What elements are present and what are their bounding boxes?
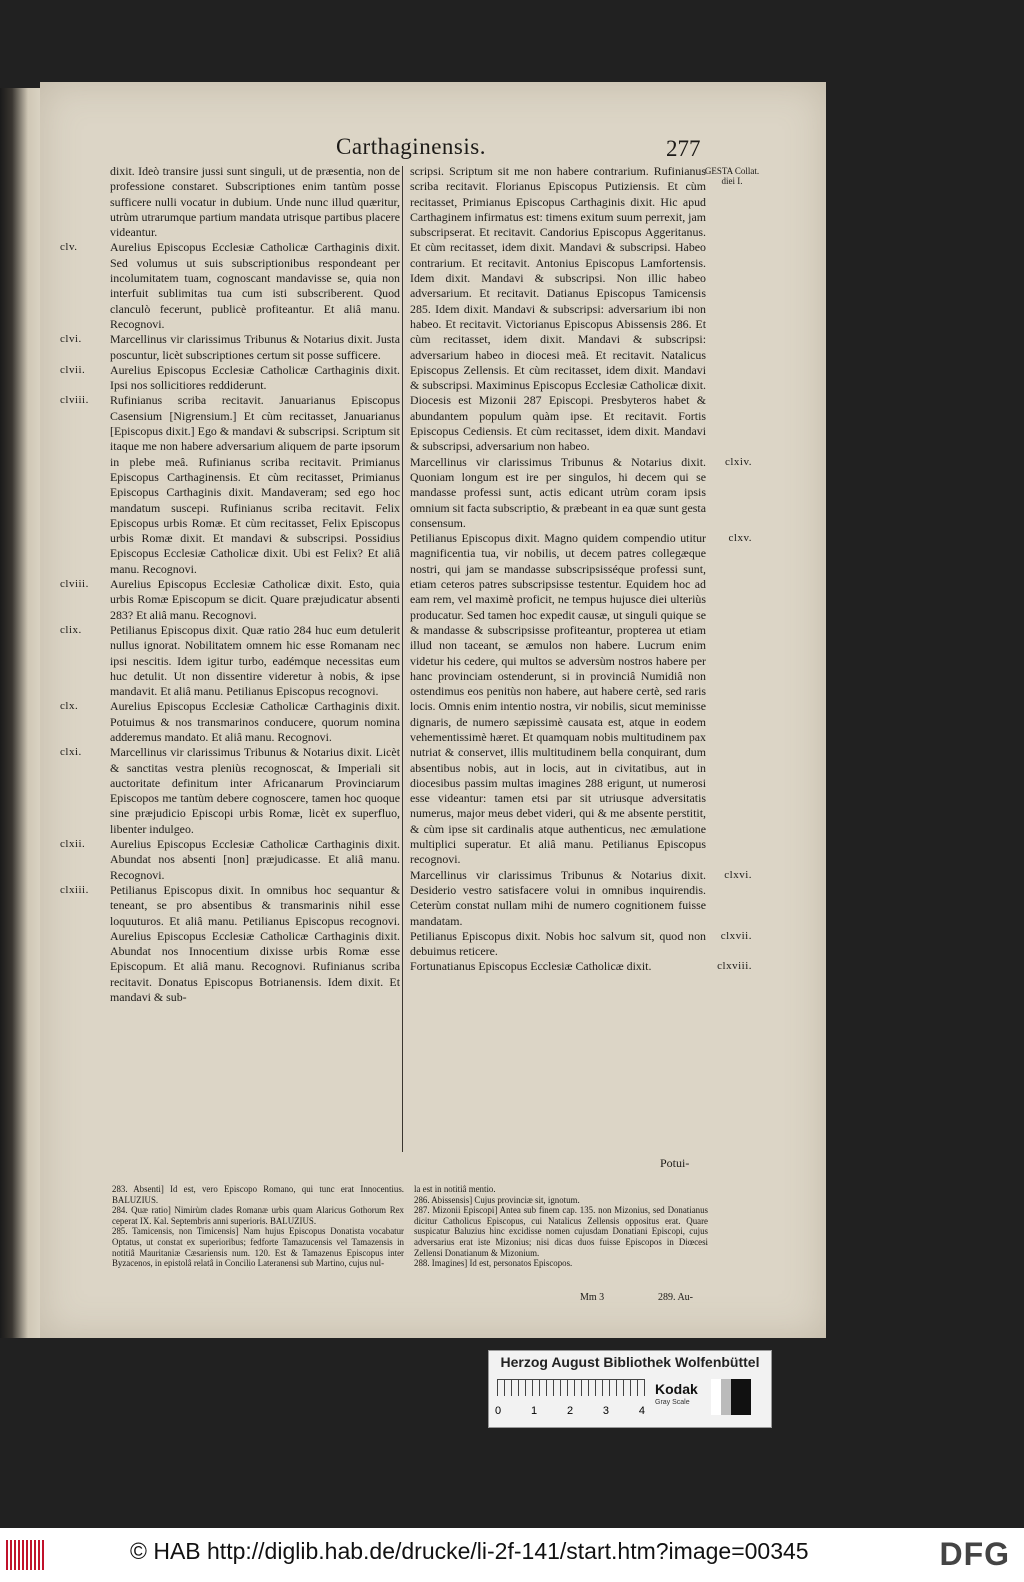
scale-number: 1 [530,1405,538,1417]
paragraph-text: Petilianus Episcopus dixit. In omnibus hoc sequantur & teneant, se pro absentibus & transmarinis nihil esse loquuturos. Et aliâ manu. Petilianus Episcopus recognovi. Aurelius Episcopus Ecclesiæ Catholicæ Carthaginis dixit. Abundat nos Innocentium dixisse urbis Romæ esse Episcopum. Et aliâ manu. Recognovi. Rufinianus scriba recitavit. Donatus Episcopus Botrianensis. Idem dixit. Et mandavi & sub- [110,882,400,1005]
section-number: clviii. [60,394,89,407]
paragraph-text: scripsi. Scriptum sit me non habere contrarium. Rufinianus scriba recitavit. Florianus Episcopus Putiziensis. Et cùm recitasset, Primianus Episcopus Carthaginis dixit. Hic apud Carthaginem infirmatus est: timens exitum suum perrexit, jam subscripserat. Et recitavit. Candorius Episcopus Aggeritanus. Et cùm recitasset, idem dixit. Mandavi & subscripsi. Habeo contrarium. Et recitavit. Antonius Episcopus Lamfortensis. Idem dixit. Mandavi & subscripsi. Non illic habeo adversarium. Et recitavit. Datianus Episcopus Tamicensis 285. Idem dixit. Mandavi & subscripsi: adversarium ibi non habeo. Et recitavit. Victorianus Episcopus Abissensis 286. Et cùm recitasset, idem dixit. Mandavi & subscripsi: adversarium habeo in diocesi meâ. Et recitavit. Natalicus Episcopus Zellensis. Et cùm recitasset, idem dixit. Mandavi & subscripsi. Maximinus Episcopus Ecclesiæ Catholicæ dixit. Diocesis est Mizonii 287 Episcopi. Presbyteros habet & abundantem populum quàm ipse. Et recitavit. Fortis Episcopus Cediensis. Et cùm recitasset, idem dixit. Mandavi & subscripsi, adversarium non habeo. [410,164,706,454]
section-number: clvii. [60,363,86,376]
section-number: clxi. [60,746,82,759]
paragraph [60,332,400,363]
paragraph [410,164,706,455]
footer-url[interactable]: © HAB http://diglib.hab.de/drucke/li-2f-141/start.htm?image=00345 [130,1538,809,1564]
paragraph [60,699,400,745]
gray-scale-label: Gray Scale [655,1399,690,1406]
paragraph [60,393,400,577]
paragraph-text: Marcellinus vir clarissimus Tribunus & Notarius dixit. Justa poscuntur, licèt subscriptiones certum sit posse sufficere. [110,332,400,362]
paragraph-text: Petilianus Episcopus dixit. Nobis hoc salvum sit, quod non debuimus reticere. [410,928,706,959]
gray-patch [711,1379,751,1415]
paragraph-text: Marcellinus vir clarissimus Tribunus & Notarius dixit. Licèt & sanctitas vestra pleniùs recognoscat, & Imperiali sit auctoritate definitum inter Africanarum Provinciarum Episcopos me tantùm debere cognoscere, tamen hoc quoque sine præjudicio Episcopi urbis Romæ, licèt ex superfluo, libenter indulgeo. [110,745,400,836]
paragraph-text: Aurelius Episcopus Ecclesiæ Catholicæ Carthaginis dixit. Abundat nos absenti [non] præjudicasse. Et aliâ manu. Recognovi. [110,837,400,882]
paragraph-text: Petilianus Episcopus dixit. Quæ ratio 284 huc eum detulerit nullus ignorat. Nobilitatem omnem hic esse Romanam nec ipsi nescitis. Idem igitur turbo, eadémque necessitas eum huc detulit. Ut non dissentire videretur à nobis, & ipse mandavit. Et aliâ manu. Petilianus Episcopus recognovi. [110,622,400,699]
paragraph-text: Aurelius Episcopus Ecclesiæ Catholicæ Carthaginis dixit. Sed volumus ut suis subscriptionibus respondeant per incolumitatem tuam, cognoscant mandavisse se, quia non interfuit sublimitas tua cum isti subscriberent. Quod clanculò fecerunt, publicè profiteantur. Et aliâ manu. Recognovi. [110,240,400,331]
paragraph [60,745,400,837]
scale-numbers [495,1405,645,1417]
book-edge [0,88,40,1338]
section-number: clxv. [728,532,752,545]
paragraph [410,867,752,929]
scale-number: 0 [495,1405,502,1417]
section-number: clx. [60,700,79,713]
footnote: 284. Quæ ratio] Nimirùm clades Romanæ urbis quam Alaricus Gothorum Rex ceperat IX. Kal. Septembris anni superioris. BALUZIUS. [112,1205,404,1226]
paragraph [60,622,400,699]
paragraph [410,928,752,960]
paragraph [60,837,400,883]
paragraph-text: Rufinianus scriba recitavit. Januarianus Episcopus Casensium [Nigrensium.] Et cùm recitasset, Januarianus [Episcopus dixit.] Ego & mandavi & subscripsi. Scriptum sit itaque me non habere adversarium aliquem de parte ipsorum in plebe meâ. Rufinianus scriba recitavit. Primianus Episcopus Carthaginensis. Et cùm recitasset, Primianus Episcopus Carthaginis dixit. Mandaveram; sed ego hoc mandatum suscepi. Rufinianus scriba recitavit. Felix Episcopus urbis Romæ. Et cùm recitasset, Felix Episcopus urbis Romæ dixit. Et mandavi & subscripsi. Possidius Episcopus Ecclesiæ Catholicæ dixit. Ubi est Felix? Et aliâ manu. Recognovi. [110,393,400,576]
paragraph [60,882,400,1005]
section-number: clvi. [60,333,82,346]
card-title: Herzog August Bibliothek Wolfenbüttel [500,1354,760,1370]
paragraph-text: Marcellinus vir clarissimus Tribunus & Notarius dixit. Quoniam longum est ire per singulos, hi decem qui se mandasse professi sunt, actis edicant utrùm coram ipsis omnium sit facta subscriptio, & præbeant in ea quæ sunt gesta consensum. [410,454,706,530]
note-catchword: 289. Au- [658,1292,693,1303]
section-number: clxviii. [717,960,752,973]
scale-number: 3 [602,1405,610,1417]
paragraph-text: Aurelius Episcopus Ecclesiæ Catholicæ dixit. Esto, quia urbis Romæ Episcopum se dicit. Quare præjudicatur absenti 283? Et aliâ manu. Recognovi. [110,577,400,622]
footnote: 286. Abissensis] Cujus provinciæ sit, ignotum. [414,1194,580,1205]
paragraph [110,164,400,240]
left-column [60,164,400,1005]
paragraph [410,531,752,868]
section-number: clviii. [60,578,89,591]
footnote: 285. Tamicensis, non Timicensis] Nam hujus Episcopus Donatista vocabatur Optatus, ut constat ex superioribus; fedforte Tamazucensis vel Tamazensis in notitiâ Mauritaniæ Cæsariensis num. 120. Est & Tamazenus Episcopus inter Byzacenos, in epistolâ relatâ in Concilio Lateranensi sub Martino, cujus nul- [112,1226,404,1269]
scale-number: 2 [566,1405,574,1417]
color-calibration-card [488,1350,772,1428]
section-number: clv. [60,241,78,254]
paragraph-text: Aurelius Episcopus Ecclesiæ Catholicæ Carthaginis dixit. Potuimus & nos transmarinos conducere, quorum nomina adderemus mandato. Et aliâ manu. Recognovi. [110,699,400,744]
paragraph-text: Petilianus Episcopus dixit. Magno quidem compendio utitur magnificentia tua, vir nobilis, ut decem patres collegæque nostri, qui jam se mandasse subscripsisséque professi sunt, etiam ceteros patres subscripsisse testentur. Equidem hoc ad eam rem, vel maximè proficit, ne tempus hujusce diei ulteriùs producatur. Sed tamen hoc expedit causæ, ut singuli quique se & mandasse & subscripsisse profiteantur, propterea ut etiam illud non taceant, se æmulos non habere. Lucrum enim videtur his cedere, qui multos se adversùm nostros habere per hanc provinciam ostenderunt, si in provinciâ Numidiâ non ostendimus eos penitùs non habere, aut habere certè, sed raris locis. Omnis enim intentio nostra, vir nobilis, sicut meminisse dignaris, de numero sæpissimè causata est, atque in eodem vehementissimè hæret. Et quamquam nobis multitudinem pax nutriat & conservet, illis multitudinem bella conquirant, dum absentibus nobis, aut in locis, aut in civitatibus, aut in diocesibus passim multas imagines 288 erigunt, ut numerosi esse videantur: tamen etsi par sit utriusque adversitatis numerus, major meus debet videri, qui & me absente perstitit, & cùm ipse sit cardinalis atque authenticus, nec æmulatione multiplici superatur. Et aliâ manu. Petilianus Episcopus recognovi. [410,531,706,867]
section-number: clix. [60,623,82,636]
running-head: Carthaginensis. [336,134,486,159]
section-number: clxiii. [60,883,89,896]
paragraph-text: Aurelius Episcopus Ecclesiæ Catholicæ Carthaginis dixit. Ipsi nos sollicitiores reddiderunt. [110,362,400,393]
column-rule [402,166,403,1152]
kodak-logo: Kodak [655,1381,698,1397]
paragraph-text: Marcellinus vir clarissimus Tribunus & Notarius dixit. Desiderio vestro satisfacere volui in omnibus inquirendis. Ceterùm constat nullam mihi de numero cognitionem fuisse mandatam. [410,867,706,928]
catchword: Potui- [660,1156,690,1170]
paragraph [410,959,752,974]
footnote: 288. Imagines] Id est, personatos Episcopos. [414,1258,573,1269]
page-number: 277 [666,136,701,161]
footnote: la est in notitiâ mentio. [414,1184,496,1194]
section-number: clxvii. [720,929,752,942]
side-note: GESTA Collat. diei I. [704,166,760,186]
scale-number: 4 [638,1405,645,1417]
section-number: clxii. [60,838,86,851]
paragraph [60,577,400,623]
section-number: clxvi. [724,868,752,881]
paragraph-text: Fortunatianus Episcopus Ecclesiæ Catholicæ dixit. [410,959,652,974]
footnote: 283. Absenti] Id est, vero Episcopo Romano, qui tunc erat Innocentius. BALUZIUS. [112,1184,404,1205]
footnote: 287. Mizonii Episcopi] Antea sub finem cap. 135. non Mizonius, sed Donatianus dicitur Catholicus Episcopus, cui Natalicus Zellensis oppositus erat. Quare suspicatur Baluzius hinc excidisse nomen cujusdam Donatiani Episcopi, cujus adversarius erat iste Mizonius; nisi dicas duos fuisse Episcopos in Diœcesi Zellensi Donatianum & Mizonium. [414,1205,708,1258]
hab-barcode-icon [6,1540,46,1570]
signature-mark: Mm 3 [580,1292,605,1303]
section-number: clxiv. [724,455,752,468]
ruler-scale [497,1379,645,1396]
dfg-logo: DFG [939,1536,1010,1572]
book-page [40,82,826,1338]
paragraph [60,240,400,332]
footnotes-left [112,1184,404,1269]
paragraph-text: dixit. Ideò transire jussi sunt singuli, ut de præsentia, non de professione constaret. Subscriptiones enim tantùm posse sufficere nulli vocatur in dubium. Unde nunc illud quæritur, utrùm utrarumque partium mandata utrisque partibus placere videantur. [110,164,400,240]
footnotes-right [414,1184,708,1269]
viewer-footer [0,1528,1024,1582]
paragraph [410,454,752,531]
paragraph [60,362,400,394]
